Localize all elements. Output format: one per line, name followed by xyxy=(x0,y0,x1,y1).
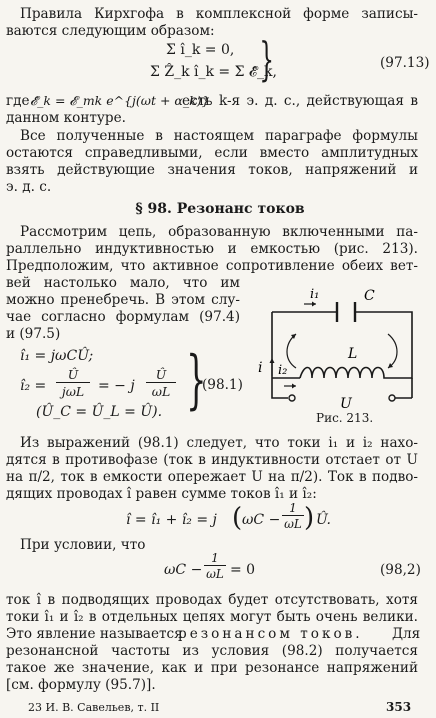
equation-sum-right: Û. xyxy=(316,512,331,528)
text-line: вей настолько мало, что им xyxy=(6,275,240,291)
fraction-numerator: Û xyxy=(56,368,90,383)
circuit-figure xyxy=(252,282,428,424)
text-line: При условии, что xyxy=(20,537,146,553)
text-line: и (97.5) xyxy=(6,326,61,342)
text-line: ваются следующим образом: xyxy=(6,23,215,39)
equation-sum-mid: ωC − xyxy=(242,512,281,528)
fraction-numerator: 1 xyxy=(282,502,304,516)
label-i1: i₁ xyxy=(310,287,320,302)
text-line: остаются справедливыми, если вместо амплитудных xyxy=(6,145,418,161)
text-line: Из выражений (98.1) следует, что токи i₁ и i₂ нахо- xyxy=(20,435,418,451)
label-L: L xyxy=(348,346,358,362)
label-U: U xyxy=(340,396,352,412)
equation-kirchhoff-2: Σ Ẑ_k î_k = Σ 𝓔̂_k, xyxy=(150,64,277,80)
text-line: где xyxy=(6,93,30,109)
fraction-denominator: ωL xyxy=(206,567,224,581)
text-line: такое же значение, как и при резонансе напряжений xyxy=(6,660,418,676)
text-line: э. д. с. xyxy=(6,179,52,195)
label-i: i xyxy=(258,360,263,376)
equation-number: (98.1) xyxy=(202,377,243,393)
emf-formula: 𝓔̂_k = 𝓔_mk e^{j(ωt + α_k)} xyxy=(30,93,210,108)
label-i2: i₂ xyxy=(278,363,288,378)
text-line: чае согласно формулам (97.4) xyxy=(6,309,240,325)
fraction-numerator: Û xyxy=(146,368,176,383)
paren-close: ) xyxy=(304,503,315,533)
equation-kirchhoff-1: Σ î_k = 0, xyxy=(166,42,235,58)
footer-signature: 23 И. В. Савельев, т. II xyxy=(28,701,160,714)
page-number: 353 xyxy=(386,700,412,714)
equation-i2-left: î₂ = xyxy=(20,378,47,394)
paren-open: ( xyxy=(232,503,243,533)
equation-resonance-left: ωC − xyxy=(164,562,203,578)
text-line: Рассмотрим цепь, образованную включенными па- xyxy=(20,224,418,240)
right-brace: } xyxy=(186,343,207,417)
text-line: токи î₁ и î₂ в отдельных цепях могут быть очень велики. xyxy=(6,609,418,625)
text-line: Правила Кирхгофа в комплексной форме записы- xyxy=(20,6,418,22)
text-line: Это явление называется xyxy=(6,626,183,642)
text-line: резонансной частоты из условия (98.2) получается xyxy=(6,643,418,659)
equation-voltage: (Û_C = Û_L = Û). xyxy=(36,404,163,420)
equation-number: (97.13) xyxy=(380,55,430,71)
text-line: есть k-я э. д. с., действующая в xyxy=(182,93,418,109)
fraction-denominator: ωL xyxy=(151,384,171,399)
fraction-denominator: jωL xyxy=(61,384,85,399)
text-line: [см. формулу (95.7)]. xyxy=(6,677,156,693)
figure-caption: Рис. 213. xyxy=(316,411,374,425)
equation-number: (98,2) xyxy=(380,562,421,578)
text-line: раллельно индуктивностью и емкостью (рис. 213). xyxy=(6,241,418,257)
text-line: дятся в противофазе (ток в индуктивности отстает от U xyxy=(6,452,418,468)
fraction-denominator: ωL xyxy=(284,517,302,531)
text-line: взять действующие значения токов, напряжений и xyxy=(6,162,418,178)
text-line: можно пренебречь. В этом слу- xyxy=(6,292,240,308)
equation-resonance-right: = 0 xyxy=(230,562,256,578)
label-C: C xyxy=(364,288,375,304)
text-line: Для xyxy=(392,626,421,642)
section-heading: § 98. Резонанс токов xyxy=(135,201,305,217)
text-line: Все полученные в настоящем параграфе формулы xyxy=(20,128,418,144)
equation-sum-left: î = î₁ + î₂ = j xyxy=(126,512,217,528)
text-line: Предположим, что активное сопротивление обеих вет- xyxy=(6,258,418,274)
term-spaced: резонансом токов. xyxy=(178,626,363,642)
fraction-numerator: 1 xyxy=(204,552,226,566)
text-line: данном контуре. xyxy=(6,110,127,126)
right-brace: } xyxy=(259,32,274,86)
text-line: дящих проводах î равен сумме токов î₁ и î₂: xyxy=(6,486,317,502)
equation-i1: î₁ = jωCÛ; xyxy=(20,348,94,364)
text-line: ток î в подводящих проводах будет отсутствовать, хотя xyxy=(6,592,418,608)
equation-i2-mid: = − j xyxy=(98,378,135,394)
text-line: на π/2, ток в емкости опережает U на π/2). Ток в подво- xyxy=(6,469,418,485)
